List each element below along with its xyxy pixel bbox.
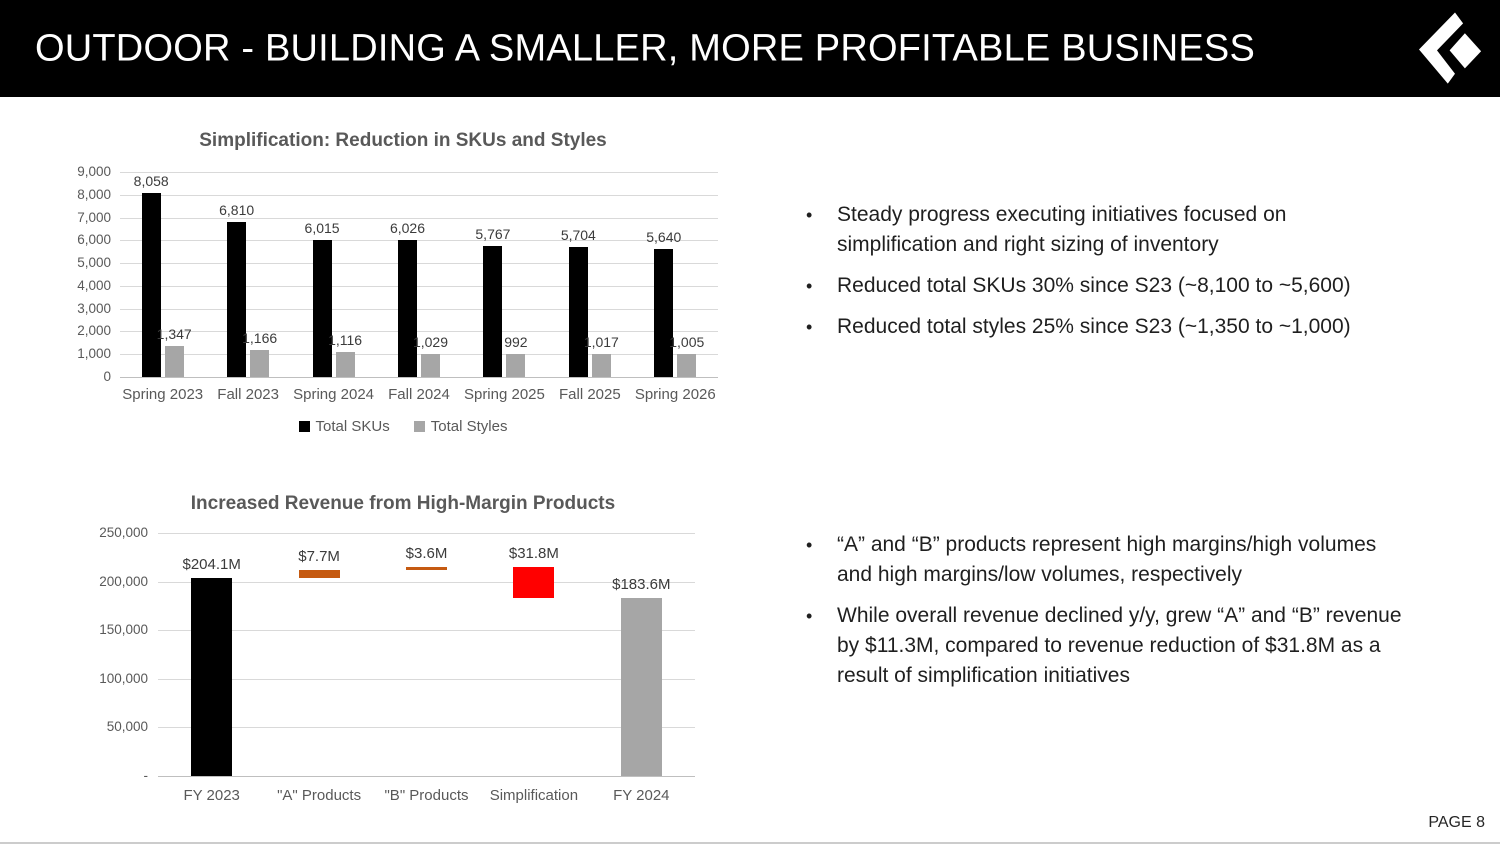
bar-value-label: 5,640 [646, 228, 682, 245]
bullet-dot: • [806, 606, 813, 626]
y-axis-tick-label: 200,000 [99, 573, 148, 589]
gridline [120, 172, 718, 173]
chart-legend [63, 418, 743, 435]
bar-total-skus [483, 246, 502, 377]
chart-title: Increased Revenue from High-Margin Products [190, 493, 616, 514]
x-axis-category-label: Spring 2023 [122, 386, 204, 403]
legend-label: Total Styles [430, 418, 508, 435]
y-axis-tick-label: 1,000 [77, 346, 111, 362]
bar-value-label: 6,026 [389, 219, 426, 236]
bar-total-skus [313, 240, 332, 377]
y-axis-tick-label: 150,000 [99, 622, 148, 638]
y-axis-tick-label: 6,000 [77, 232, 111, 248]
y-axis-tick-label: 7,000 [77, 209, 111, 225]
gridline [120, 263, 718, 264]
x-axis-category-label: Fall 2023 [217, 386, 279, 403]
legend-item [299, 418, 390, 435]
x-axis-category-label: Fall 2025 [558, 386, 621, 403]
waterfall-bar [513, 567, 554, 598]
y-axis-tick-label: 250,000 [99, 525, 148, 540]
gridline [120, 377, 718, 378]
bullet-dot: • [806, 205, 813, 225]
bar-total-skus [569, 247, 588, 377]
bar-value-label: 1,116 [328, 331, 363, 348]
gridline [158, 776, 695, 777]
legend-swatch [299, 421, 310, 432]
y-axis-tick-label: 0 [103, 369, 111, 384]
bullet-item [800, 601, 1405, 691]
x-axis-category-label: Spring 2024 [293, 386, 375, 403]
bullet-text: “A” and “B” products represent high margins/high volumes and high margins/low volumes, respectively [837, 533, 1377, 586]
sku-styles-chart [63, 118, 743, 458]
bullet-dot: • [806, 535, 813, 555]
bar-total-styles [250, 350, 269, 377]
chart-title: Simplification: Reduction in SKUs and Styles [199, 130, 607, 151]
gridline [120, 286, 718, 287]
bar-total-skus [227, 222, 246, 377]
gridline [120, 195, 718, 196]
chart-plot-area [63, 118, 743, 458]
y-axis-tick-label: - [143, 768, 148, 783]
y-axis-tick-label: 5,000 [77, 255, 111, 271]
bar-total-skus [654, 249, 673, 377]
bullet-item [800, 271, 1405, 301]
page-number: PAGE 8 [1428, 814, 1485, 831]
bar-total-skus [142, 193, 161, 377]
bullet-item [800, 312, 1405, 342]
bar-value-label: $183.6M [612, 575, 671, 593]
gridline [120, 309, 718, 310]
bar-value-label: $31.8M [508, 544, 559, 562]
bar-value-label: 6,810 [219, 201, 255, 218]
gridline [158, 630, 695, 631]
legend-swatch [414, 421, 425, 432]
bullet-item [800, 200, 1405, 260]
black-diamond-logo-icon [1410, 8, 1482, 90]
gridline [158, 679, 695, 680]
x-axis-category-label: "A" Products [277, 787, 362, 804]
x-axis-category-label: "B" Products [384, 787, 469, 804]
gridline [120, 354, 718, 355]
bar-value-label: $3.6M [405, 544, 448, 562]
bar-value-label: $7.7M [298, 548, 340, 566]
y-axis-tick-label: 100,000 [99, 670, 148, 686]
y-axis-tick-label: 50,000 [106, 719, 148, 735]
bullet-text: While overall revenue declined y/y, grew “A” and “B” revenue by $11.3M, compared to revenue reduction of $31.8M as a result of simplification initiatives [837, 604, 1402, 687]
waterfall-bar [191, 578, 232, 776]
bar-value-label: 6,015 [304, 219, 340, 236]
bar-total-styles [506, 354, 525, 377]
bullet-text: Steady progress executing initiatives focused on simplification and right sizing of inventory [837, 203, 1287, 256]
bullet-dot: • [806, 276, 813, 296]
y-axis-tick-label: 4,000 [77, 277, 111, 293]
legend-label: Total SKUs [315, 418, 390, 435]
bar-value-label: 5,767 [475, 225, 511, 242]
x-axis-category-label: Spring 2025 [463, 386, 545, 403]
bar-total-styles [592, 354, 611, 377]
bullet-dot: • [806, 317, 813, 337]
x-axis-category-label: Simplification [489, 787, 579, 804]
bar-value-label: 5,704 [560, 227, 596, 244]
slide-header [0, 0, 1500, 97]
chart-plot-area [63, 483, 743, 823]
bar-value-label: 1,347 [156, 326, 192, 343]
y-axis-tick-label: 3,000 [77, 300, 111, 316]
y-axis-tick-label: 9,000 [77, 164, 111, 179]
y-axis-tick-label: 2,000 [77, 323, 111, 339]
bullet-text: Reduced total SKUs 30% since S23 (~8,100 to ~5,600) [837, 274, 1351, 297]
gridline [158, 533, 695, 534]
x-axis-category-label: FY 2023 [183, 787, 240, 804]
bar-value-label: 1,029 [412, 333, 449, 350]
y-axis-tick-label: 8,000 [77, 186, 111, 202]
bar-value-label: 8,058 [133, 173, 169, 190]
slide-title: OUTDOOR - BUILDING A SMALLER, MORE PROFITABLE BUSINESS [35, 27, 1256, 69]
waterfall-bar [621, 598, 662, 776]
bar-value-label: $204.1M [182, 555, 241, 573]
bar-total-skus [398, 240, 417, 377]
bar-total-styles [421, 354, 440, 377]
gridline [158, 727, 695, 728]
waterfall-bar [406, 567, 447, 570]
bullet-text: Reduced total styles 25% since S23 (~1,350 to ~1,000) [837, 315, 1351, 338]
x-axis-category-label: FY 2024 [613, 787, 670, 804]
bar-total-styles [677, 354, 696, 377]
bar-value-label: 1,005 [669, 334, 705, 351]
bar-value-label: 1,017 [583, 333, 619, 350]
x-axis-category-label: Fall 2024 [388, 386, 450, 403]
bullet-item [800, 530, 1405, 590]
legend-item [414, 418, 508, 435]
x-axis-category-label: Spring 2026 [634, 386, 716, 403]
bullet-list-bottom [800, 530, 1405, 702]
bullet-list-top [800, 200, 1405, 353]
bar-value-label: 992 [504, 334, 528, 351]
bar-total-styles [165, 346, 184, 377]
bar-total-styles [336, 352, 355, 377]
revenue-bridge-chart [63, 483, 743, 823]
bar-value-label: 1,166 [242, 330, 278, 347]
waterfall-bar [299, 570, 340, 577]
